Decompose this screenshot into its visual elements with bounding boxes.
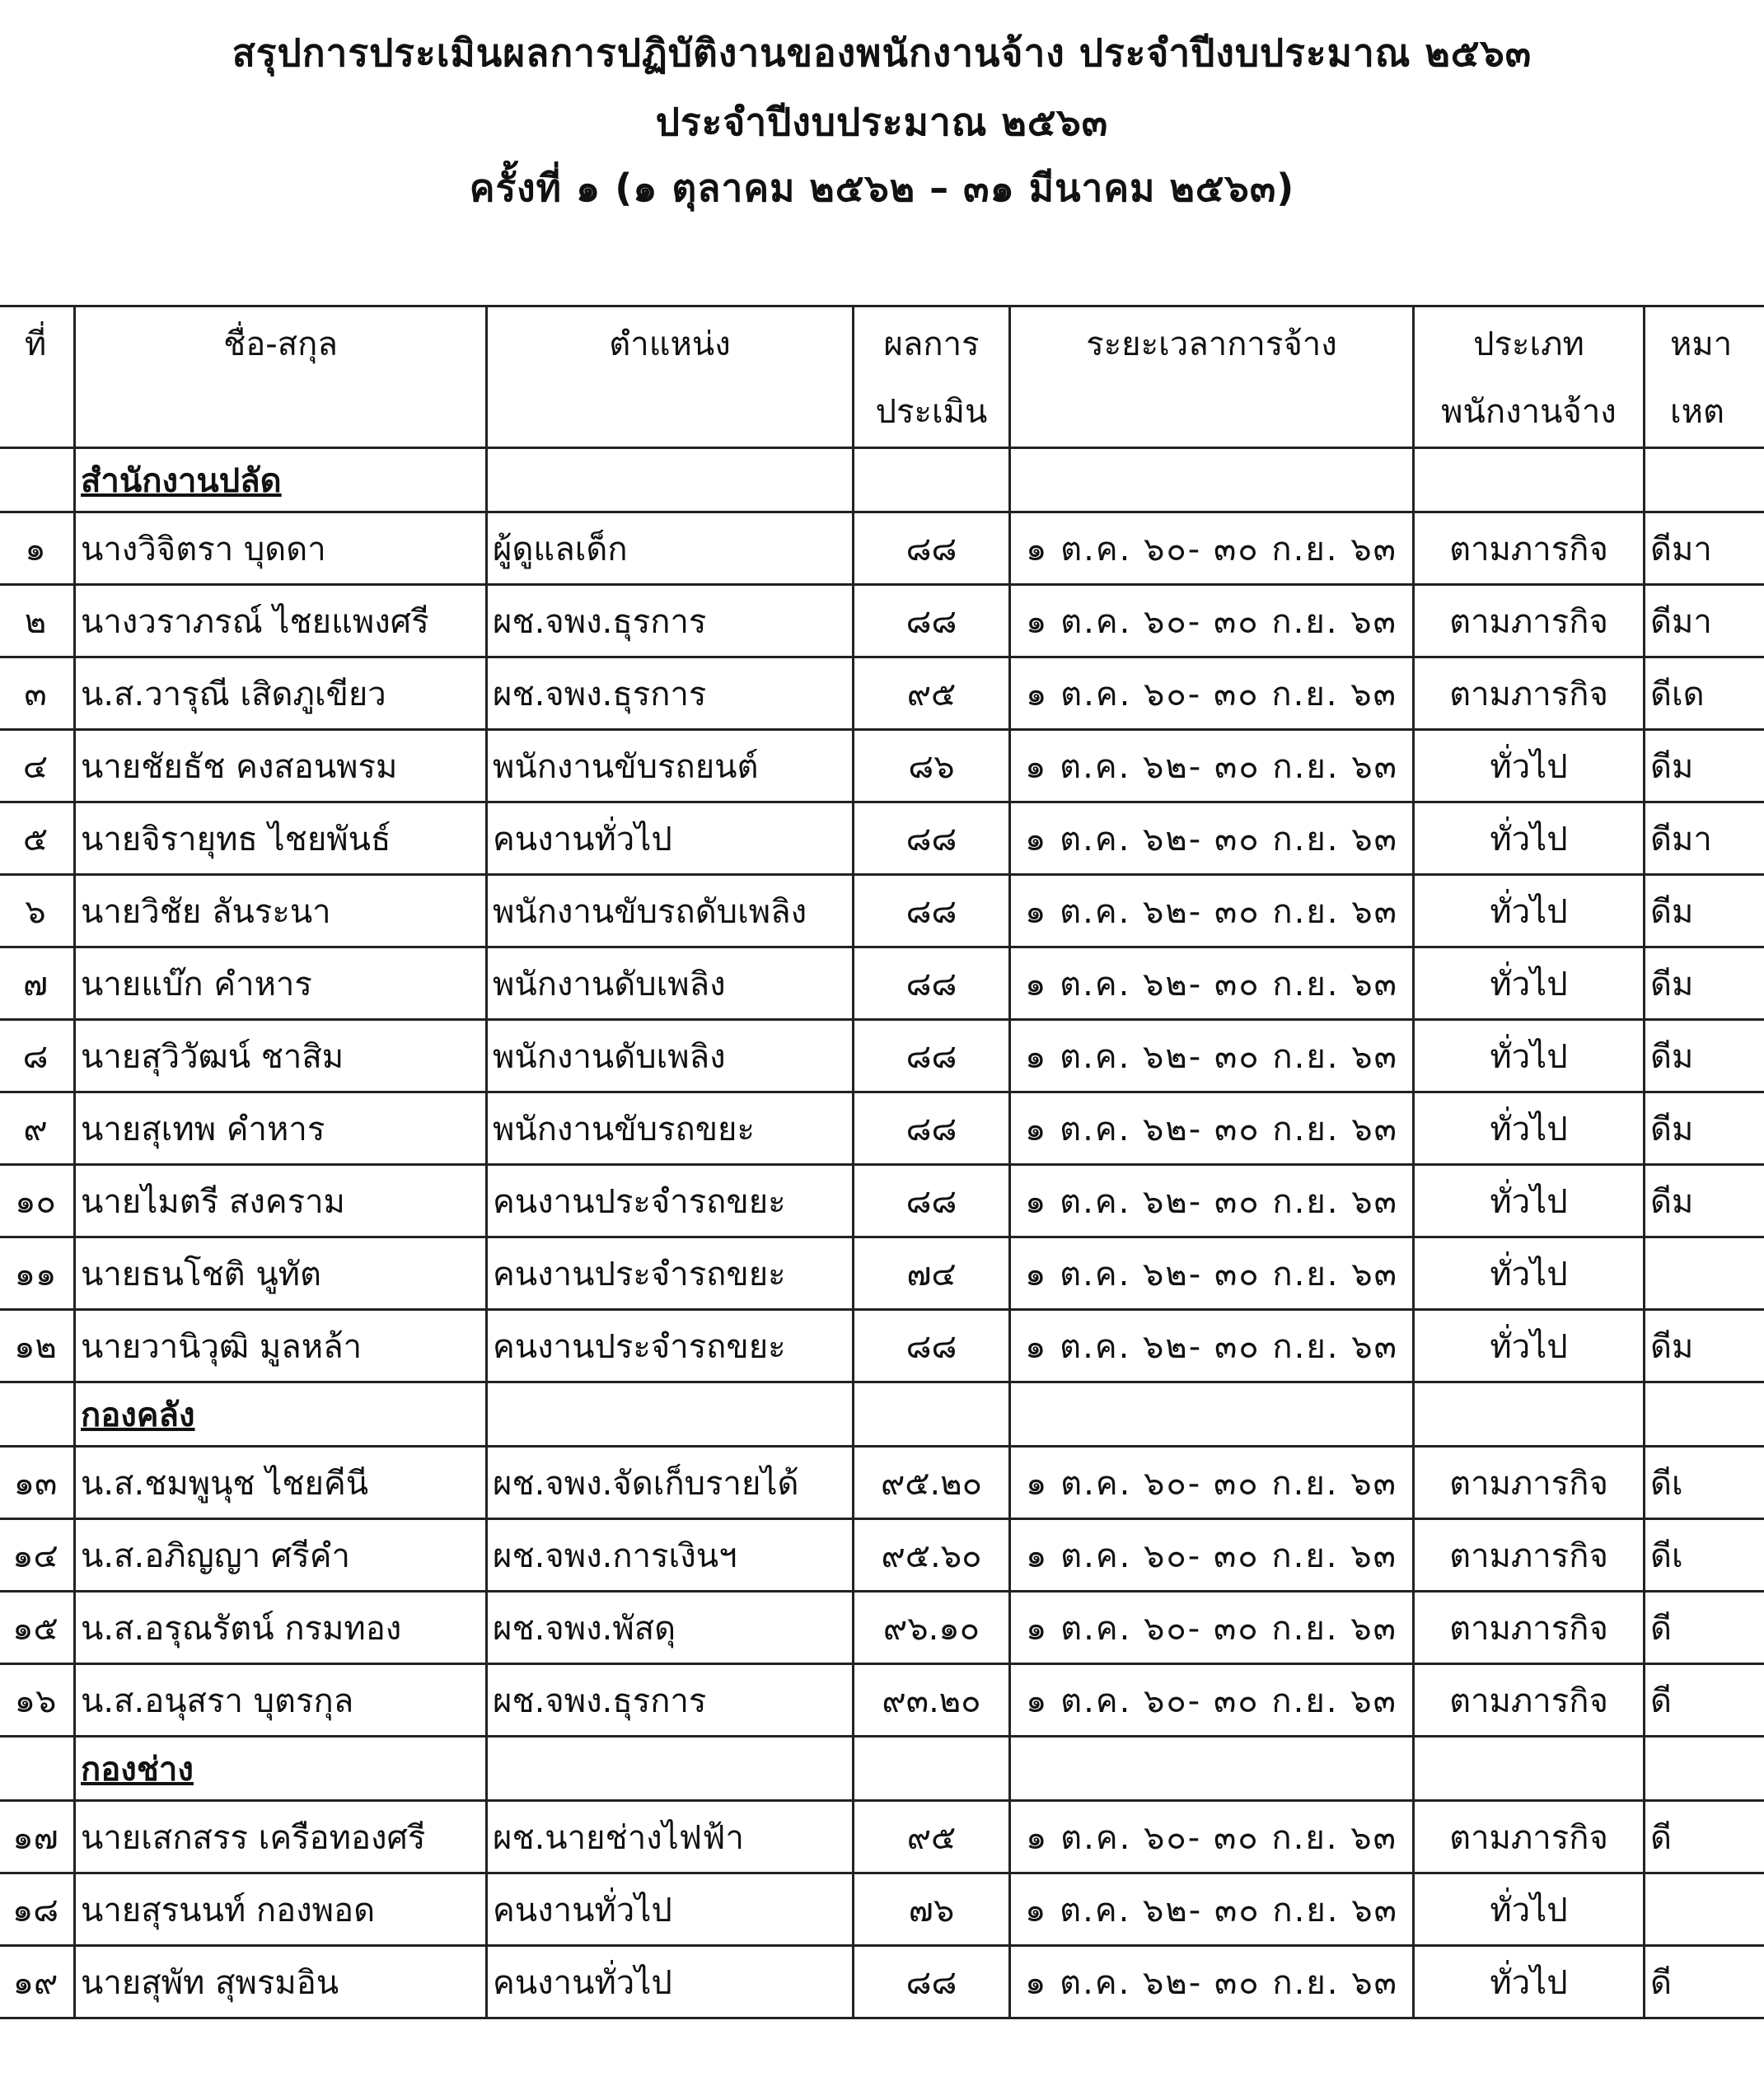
cell-name: นายสุพัท สุพรมอิน	[75, 1946, 487, 2018]
empty-cell	[1414, 1737, 1645, 1801]
cell-type: ตามภารกิจ	[1414, 1519, 1645, 1592]
cell-no: ๑๒	[0, 1310, 75, 1382]
cell-score: ๘๘	[854, 1165, 1010, 1237]
column-header-period: ระยะเวลาการจ้าง	[1010, 306, 1414, 448]
cell-no: ๑๘	[0, 1873, 75, 1946]
cell-no: ๓	[0, 657, 75, 730]
fiscal-year-subtitle: ประจำปีงบประมาณ ๒๕๖๓	[655, 100, 1109, 144]
cell-score: ๘๘	[854, 947, 1010, 1020]
cell-position: ผช.จพง.ธุรการ	[487, 585, 854, 657]
table-row	[0, 1801, 1764, 1873]
cell-period: ๑ ต.ค. ๖๐- ๓๐ ก.ย. ๖๓	[1010, 1801, 1414, 1873]
cell-score: ๘๘	[854, 802, 1010, 875]
cell-type: ทั่วไป	[1414, 947, 1645, 1020]
table-row	[0, 657, 1764, 730]
cell-no: ๘	[0, 1020, 75, 1092]
cell-score: ๗๔	[854, 1237, 1010, 1310]
table-row	[0, 947, 1764, 1020]
cell-type: ทั่วไป	[1414, 1165, 1645, 1237]
table-row	[0, 1946, 1764, 2018]
cell-type: ทั่วไป	[1414, 875, 1645, 947]
cell-period: ๑ ต.ค. ๖๐- ๓๐ ก.ย. ๖๓	[1010, 1519, 1414, 1592]
table-row	[0, 512, 1764, 585]
cell-remark: ดีม	[1645, 730, 1764, 802]
cell-type: ตามภารกิจ	[1414, 657, 1645, 730]
cell-score: ๙๓.๒๐	[854, 1664, 1010, 1737]
cell-position: ผช.นายช่างไฟฟ้า	[487, 1801, 854, 1873]
cell-type: ทั่วไป	[1414, 1310, 1645, 1382]
table-row	[0, 1592, 1764, 1664]
cell-name: นายธนโชติ นูทัต	[75, 1237, 487, 1310]
table-row	[0, 802, 1764, 875]
empty-cell	[854, 1737, 1010, 1801]
cell-period: ๑ ต.ค. ๖๐- ๓๐ ก.ย. ๖๓	[1010, 1664, 1414, 1737]
cell-remark: ดีม	[1645, 1165, 1764, 1237]
cell-name: นายสุวิวัฒน์ ชาสิม	[75, 1020, 487, 1092]
cell-name: นายชัยธัช คงสอนพรม	[75, 730, 487, 802]
cell-position: ผช.จพง.ธุรการ	[487, 657, 854, 730]
table-header-row	[0, 306, 1764, 448]
cell-period: ๑ ต.ค. ๖๐- ๓๐ ก.ย. ๖๓	[1010, 585, 1414, 657]
cell-position: ผช.จพง.พัสดุ	[487, 1592, 854, 1664]
cell-no: ๑๙	[0, 1946, 75, 2018]
cell-position: พนักงานขับรถขยะ	[487, 1092, 854, 1165]
empty-cell	[854, 1382, 1010, 1447]
cell-period: ๑ ต.ค. ๖๒- ๓๐ ก.ย. ๖๓	[1010, 1946, 1414, 2018]
cell-no: ๕	[0, 802, 75, 875]
cell-name: นางวราภรณ์ ไชยแพงศรี	[75, 585, 487, 657]
cell-score: ๘๘	[854, 1310, 1010, 1382]
cell-score: ๘๘	[854, 1946, 1010, 2018]
cell-remark: ดีเด	[1645, 657, 1764, 730]
cell-no: ๑๕	[0, 1592, 75, 1664]
cell-type: ทั่วไป	[1414, 730, 1645, 802]
empty-cell	[1414, 1382, 1645, 1447]
cell-score: ๘๖	[854, 730, 1010, 802]
cell-remark: ดีมา	[1645, 802, 1764, 875]
section-label: กองช่าง	[75, 1737, 487, 1801]
cell-period: ๑ ต.ค. ๖๒- ๓๐ ก.ย. ๖๓	[1010, 802, 1414, 875]
cell-no: ๑๖	[0, 1664, 75, 1737]
cell-remark	[1645, 1873, 1764, 1946]
cell-type: ตามภารกิจ	[1414, 1664, 1645, 1737]
cell-remark: ดี	[1645, 1801, 1764, 1873]
empty-cell	[1010, 1382, 1414, 1447]
table-row	[0, 1092, 1764, 1165]
cell-no: ๑๗	[0, 1801, 75, 1873]
cell-period: ๑ ต.ค. ๖๒- ๓๐ ก.ย. ๖๓	[1010, 1237, 1414, 1310]
column-header-remark: หมา เหต	[1645, 306, 1764, 448]
section-row	[0, 1737, 1764, 1801]
cell-remark	[1645, 1237, 1764, 1310]
cell-type: ทั่วไป	[1414, 1873, 1645, 1946]
cell-remark: ดีม	[1645, 947, 1764, 1020]
cell-remark: ดีม	[1645, 875, 1764, 947]
table-row	[0, 1310, 1764, 1382]
cell-score: ๘๘	[854, 875, 1010, 947]
cell-position: พนักงานดับเพลิง	[487, 947, 854, 1020]
cell-type: ทั่วไป	[1414, 802, 1645, 875]
cell-name: นายวิชัย ลันระนา	[75, 875, 487, 947]
cell-period: ๑ ต.ค. ๖๐- ๓๐ ก.ย. ๖๓	[1010, 1592, 1414, 1664]
empty-cell	[1414, 448, 1645, 512]
cell-type: ตามภารกิจ	[1414, 1447, 1645, 1519]
cell-position: ผช.จพง.ธุรการ	[487, 1664, 854, 1737]
empty-cell	[1645, 1382, 1764, 1447]
empty-cell	[0, 1382, 75, 1447]
column-header-no: ที่	[0, 306, 75, 448]
cell-no: ๑๑	[0, 1237, 75, 1310]
cell-type: ทั่วไป	[1414, 1020, 1645, 1092]
cell-name: นายไมตรี สงคราม	[75, 1165, 487, 1237]
cell-position: คนงานประจำรถขยะ	[487, 1237, 854, 1310]
cell-period: ๑ ต.ค. ๖๐- ๓๐ ก.ย. ๖๓	[1010, 512, 1414, 585]
cell-name: น.ส.วารุณี เสิดภูเขียว	[75, 657, 487, 730]
empty-cell	[0, 1737, 75, 1801]
column-header-name: ชื่อ-สกุล	[75, 306, 487, 448]
cell-no: ๖	[0, 875, 75, 947]
cell-period: ๑ ต.ค. ๖๒- ๓๐ ก.ย. ๖๓	[1010, 1873, 1414, 1946]
cell-name: นางวิจิตรา บุดดา	[75, 512, 487, 585]
table-row	[0, 1519, 1764, 1592]
column-header-position: ตำแหน่ง	[487, 306, 854, 448]
cell-no: ๑๓	[0, 1447, 75, 1519]
table-row	[0, 1165, 1764, 1237]
cell-no: ๗	[0, 947, 75, 1020]
cell-remark: ดีมา	[1645, 585, 1764, 657]
cell-name: นายจิรายุทธ ไชยพันธ์	[75, 802, 487, 875]
cell-name: น.ส.อรุณรัตน์ กรมทอง	[75, 1592, 487, 1664]
cell-name: น.ส.อนุสรา บุตรกุล	[75, 1664, 487, 1737]
cell-position: คนงานประจำรถขยะ	[487, 1310, 854, 1382]
section-row	[0, 1382, 1764, 1447]
cell-name: น.ส.อภิญญา ศรีคำ	[75, 1519, 487, 1592]
cell-score: ๙๕	[854, 657, 1010, 730]
section-label: กองคลัง	[75, 1382, 487, 1447]
cell-score: ๙๕	[854, 1801, 1010, 1873]
cell-position: ผช.จพง.จัดเก็บรายได้	[487, 1447, 854, 1519]
cell-period: ๑ ต.ค. ๖๒- ๓๐ ก.ย. ๖๓	[1010, 1020, 1414, 1092]
cell-no: ๑	[0, 512, 75, 585]
cell-name: น.ส.ชมพูนุช ไชยคีนี	[75, 1447, 487, 1519]
empty-cell	[1010, 448, 1414, 512]
table-row	[0, 1664, 1764, 1737]
cell-remark: ดี	[1645, 1664, 1764, 1737]
cell-name: นายแบ๊ก คำหาร	[75, 947, 487, 1020]
column-header-score: ผลการ ประเมิน	[854, 306, 1010, 448]
cell-score: ๘๘	[854, 512, 1010, 585]
cell-type: ทั่วไป	[1414, 1237, 1645, 1310]
cell-position: คนงานทั่วไป	[487, 1873, 854, 1946]
cell-position: พนักงานขับรถยนต์	[487, 730, 854, 802]
cell-position: คนงานประจำรถขยะ	[487, 1165, 854, 1237]
cell-type: ตามภารกิจ	[1414, 585, 1645, 657]
empty-cell	[487, 448, 854, 512]
table-row	[0, 1020, 1764, 1092]
cell-position: พนักงานขับรถดับเพลิง	[487, 875, 854, 947]
cell-name: นายเสกสรร เครือทองศรี	[75, 1801, 487, 1873]
empty-cell	[1645, 1737, 1764, 1801]
cell-period: ๑ ต.ค. ๖๒- ๓๐ ก.ย. ๖๓	[1010, 1092, 1414, 1165]
cell-remark: ดีม	[1645, 1020, 1764, 1092]
cell-type: ตามภารกิจ	[1414, 1801, 1645, 1873]
cell-period: ๑ ต.ค. ๖๐- ๓๐ ก.ย. ๖๓	[1010, 657, 1414, 730]
cell-no: ๑๔	[0, 1519, 75, 1592]
cell-type: ทั่วไป	[1414, 1092, 1645, 1165]
cell-score: ๙๕.๒๐	[854, 1447, 1010, 1519]
cell-score: ๗๖	[854, 1873, 1010, 1946]
cell-position: พนักงานดับเพลิง	[487, 1020, 854, 1092]
cell-position: คนงานทั่วไป	[487, 1946, 854, 2018]
cell-remark: ดี	[1645, 1946, 1764, 2018]
cell-position: ผู้ดูแลเด็ก	[487, 512, 854, 585]
table-row	[0, 1447, 1764, 1519]
cell-type: ตามภารกิจ	[1414, 1592, 1645, 1664]
cell-score: ๘๘	[854, 585, 1010, 657]
empty-cell	[0, 448, 75, 512]
empty-cell	[1645, 448, 1764, 512]
cell-score: ๘๘	[854, 1092, 1010, 1165]
cell-no: ๒	[0, 585, 75, 657]
empty-cell	[854, 448, 1010, 512]
cell-no: ๑๐	[0, 1165, 75, 1237]
evaluation-table	[0, 305, 1764, 2019]
cell-period: ๑ ต.ค. ๖๒- ๓๐ ก.ย. ๖๓	[1010, 947, 1414, 1020]
empty-cell	[487, 1737, 854, 1801]
cell-name: นายสุเทพ คำหาร	[75, 1092, 487, 1165]
cell-remark: ดีม	[1645, 1310, 1764, 1382]
table-body	[0, 448, 1764, 2018]
cell-score: ๙๖.๑๐	[854, 1592, 1010, 1664]
table-row	[0, 875, 1764, 947]
cell-position: คนงานทั่วไป	[487, 802, 854, 875]
cell-period: ๑ ต.ค. ๖๐- ๓๐ ก.ย. ๖๓	[1010, 1447, 1414, 1519]
cell-position: ผช.จพง.การเงินฯ	[487, 1519, 854, 1592]
cell-remark: ดีเ	[1645, 1519, 1764, 1592]
section-label: สำนักงานปลัด	[75, 448, 487, 512]
table-row	[0, 730, 1764, 802]
cell-period: ๑ ต.ค. ๖๒- ๓๐ ก.ย. ๖๓	[1010, 730, 1414, 802]
cell-type: ทั่วไป	[1414, 1946, 1645, 2018]
cell-remark: ดีม	[1645, 1092, 1764, 1165]
cell-no: ๔	[0, 730, 75, 802]
cell-period: ๑ ต.ค. ๖๒- ๓๐ ก.ย. ๖๓	[1010, 875, 1414, 947]
empty-cell	[487, 1382, 854, 1447]
table-row	[0, 1873, 1764, 1946]
empty-cell	[1010, 1737, 1414, 1801]
section-row	[0, 448, 1764, 512]
cell-type: ตามภารกิจ	[1414, 512, 1645, 585]
cell-remark: ดี	[1645, 1592, 1764, 1664]
cell-name: นายสุรนนท์ กองพอด	[75, 1873, 487, 1946]
cell-period: ๑ ต.ค. ๖๒- ๓๐ ก.ย. ๖๓	[1010, 1165, 1414, 1237]
cell-remark: ดีมา	[1645, 512, 1764, 585]
cell-period: ๑ ต.ค. ๖๒- ๓๐ ก.ย. ๖๓	[1010, 1310, 1414, 1382]
cell-score: ๙๕.๖๐	[854, 1519, 1010, 1592]
table-row	[0, 585, 1764, 657]
cell-name: นายวานิวุฒิ มูลหล้า	[75, 1310, 487, 1382]
document-title: สรุปการประเมินผลการปฏิบัติงานของพนักงานจ้าง ประจำปีงบประมาณ ๒๕๖๓	[232, 30, 1532, 75]
cell-score: ๘๘	[854, 1020, 1010, 1092]
column-header-type: ประเภท พนักงานจ้าง	[1414, 306, 1645, 448]
table-row	[0, 1237, 1764, 1310]
cell-remark: ดีเ	[1645, 1447, 1764, 1519]
round-period-subtitle: ครั้งที่ ๑ (๑ ตุลาคม ๒๕๖๒ – ๓๑ มีนาคม ๒๕๖๓)	[469, 166, 1295, 210]
cell-no: ๙	[0, 1092, 75, 1165]
